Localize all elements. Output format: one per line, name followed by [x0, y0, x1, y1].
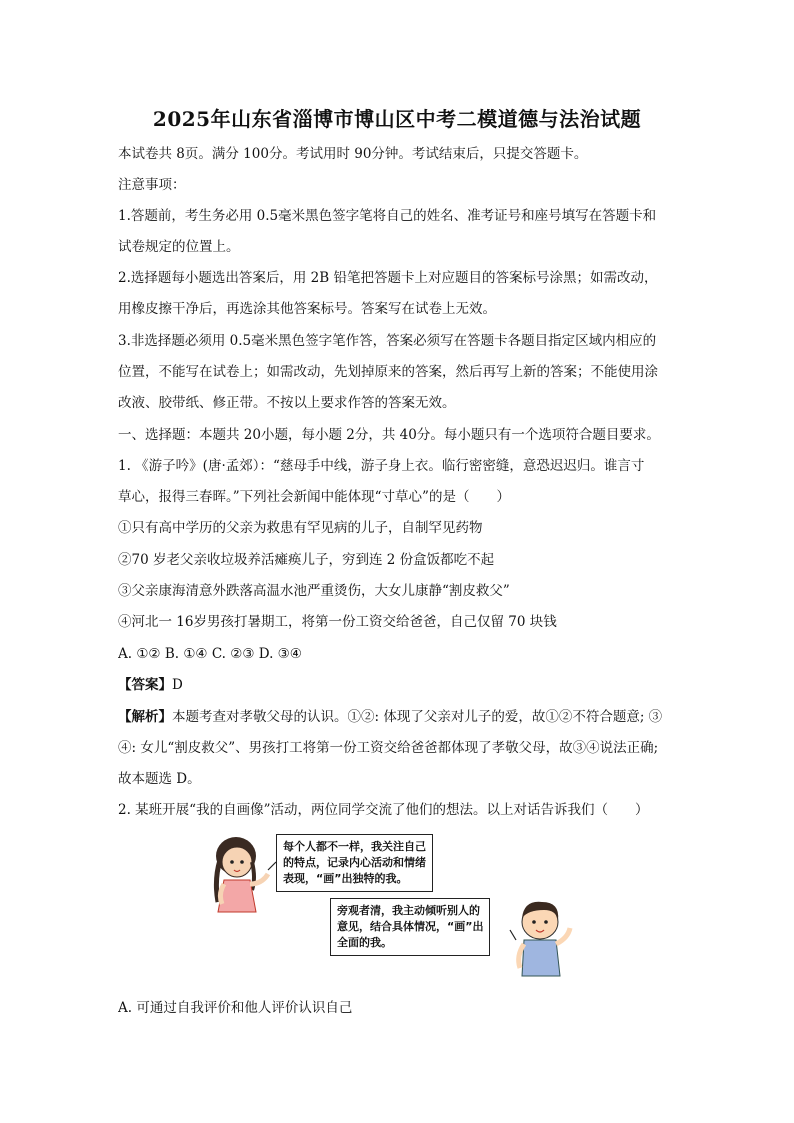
q1-item: ③父亲康海清意外跌落高温水池严重烫伤，大女儿康静“割皮救父” — [118, 583, 510, 599]
analysis-tag: 【解析】 — [118, 709, 172, 725]
notes-heading: 注意事项： — [118, 177, 186, 193]
bubble-line: 旁观者清，我主动倾听别人的 — [337, 904, 480, 917]
girl-figure — [216, 837, 268, 912]
bubble-line: 的特点，记录内心活动和情绪 — [283, 856, 426, 869]
note-line: 用橡皮擦干净后，再选涂其他答案标号。答案写在试卷上无效。 — [118, 301, 496, 317]
exam-title: 2025年山东省淄博市博山区中考二模道德与法治试题 — [152, 107, 642, 131]
analysis-text: 本题考查对孝敬父母的认识。①②: 体现了父亲对儿子的爱，故①②不符合题意; ③ — [172, 709, 663, 725]
answer-tag: 【答案】 — [118, 677, 172, 693]
q2-option-a: A. 可通过自我评价和他人评价认识自己 — [118, 1000, 353, 1016]
bubble-line: 每个人都不一样，我关注自己 — [283, 840, 426, 853]
note-line: 2.选择题每小题选出答案后，用 2B 铅笔把答题卡上对应题目的答案标号涂黑；如需改动， — [118, 270, 658, 286]
bubble-line: 意见，结合具体情况，“画”出 — [337, 920, 484, 933]
bubble-line: 表现，“画”出独特的我。 — [283, 872, 408, 885]
q1-stem-line: 草心，报得三春晖。”下列社会新闻中能体现“寸草心”的是（ ） — [118, 489, 510, 505]
dialogue-illustration — [210, 830, 590, 980]
q1-options: A. ①② B. ①④ C. ②③ D. ③④ — [118, 646, 302, 662]
boy-speech-bubble — [330, 898, 490, 956]
q1-analysis-line — [118, 702, 688, 732]
boy-figure — [519, 902, 570, 976]
q1-answer — [118, 670, 688, 700]
note-line: 试卷规定的位置上。 — [118, 239, 240, 255]
note-line: 位置，不能写在试卷上；如需改动，先划掉原来的答案，然后再写上新的答案；不能使用涂 — [118, 364, 658, 380]
note-line: 改液、胶带纸、修正带。不按以上要求作答的答案无效。 — [118, 395, 456, 411]
q1-analysis-line: 故本题选 D。 — [118, 771, 201, 787]
answer-value: D — [172, 677, 183, 693]
exam-intro: 本试卷共 8页。满分 100分。考试用时 90分钟。考试结束后，只提交答题卡。 — [118, 146, 588, 162]
q1-item: ②70 岁老父亲收垃圾养活瘫痪儿子，穷到连 2 份盒饭都吃不起 — [118, 552, 495, 568]
q1-item: ①只有高中学历的父亲为救患有罕见病的儿子，自制罕见药物 — [118, 520, 483, 536]
section-heading: 一、选择题：本题共 20小题，每小题 2分，共 40分。每小题只有一个选项符合题目要求。 — [118, 427, 660, 443]
q1-item: ④河北一 16岁男孩打暑期工，将第一份工资交给爸爸，自己仅留 70 块钱 — [118, 614, 557, 630]
q1-stem-line: 1. 《游子吟》(唐·孟郊）：“慈母手中线，游子身上衣。临行密密缝，意恐迟迟归。谁言寸 — [118, 458, 645, 474]
bubble-line: 全面的我。 — [337, 936, 392, 949]
q2-stem: 2. 某班开展“我的自画像”活动，两位同学交流了他们的想法。以上对话告诉我们（ ） — [118, 802, 649, 818]
note-line: 3.非选择题必须用 0.5毫米黑色签字笔作答，答案必须写在答题卡各题目指定区域内相应的 — [118, 333, 657, 349]
q1-analysis-line: ④: 女儿“割皮救父”、男孩打工将第一份工资交给爸爸都体现了孝敬父母，故③④说法正确; — [118, 740, 659, 756]
note-line: 1.答题前，考生务必用 0.5毫米黑色签字笔将自己的姓名、准考证号和座号填写在答题卡和 — [118, 208, 657, 224]
girl-speech-bubble — [276, 834, 433, 892]
